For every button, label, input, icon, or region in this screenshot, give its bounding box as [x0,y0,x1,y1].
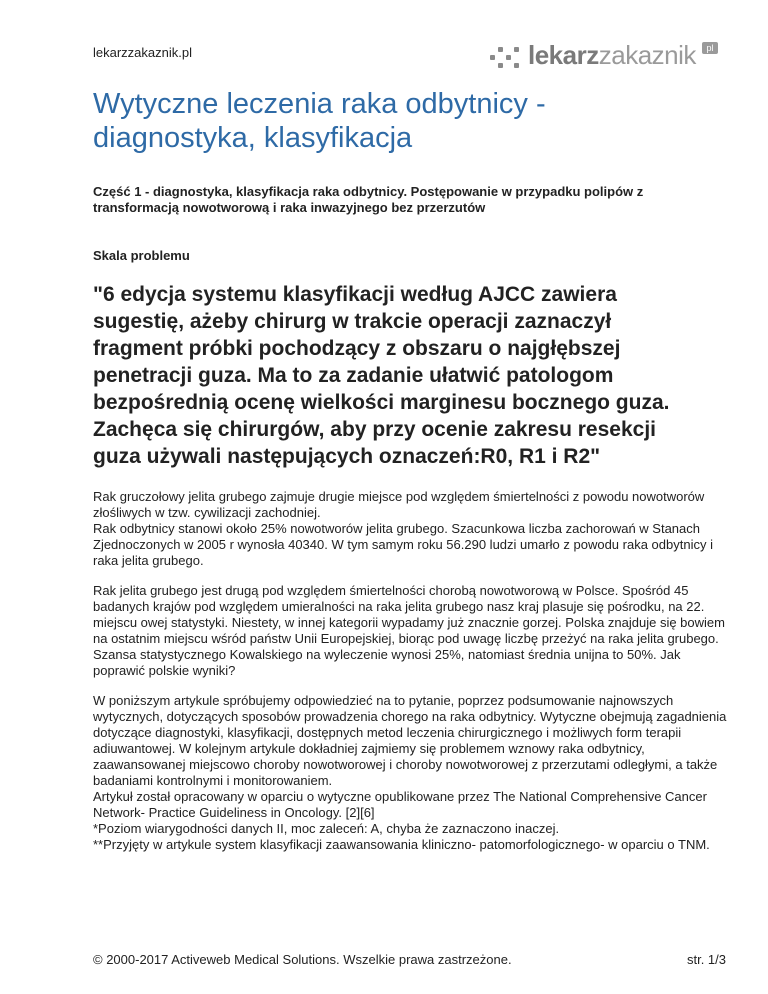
logo-light-text: zakaznik [598,40,696,70]
page-number: str. 1/3 [686,952,726,967]
site-logo[interactable] [490,40,720,76]
paragraph: Rak gruczołowy jelita grubego zajmuje drugie miejsce pod względem śmiertelności z powodu nowotworów złośliwych w tzw. cywilizacji zachodniej. [93,489,705,520]
copyright-text: © 2000-2017 Activeweb Medical Solutions. Wszelkie prawa zastrzeżone. [93,952,512,967]
dots-icon [490,46,524,70]
paragraph: Rak odbytnicy stanowi około 25% nowotworów jelita grubego. Szacunkowa liczba zachorowań w Stanach Zjednoczonych w 2005 r wynosła 40340. W tym samym roku 56.290 ludzi umarło z powodu raka odbytnicy i raka jelita grubego. [93,521,713,568]
article-title: Wytyczne leczenia raka odbytnicy - diagnostyka, klasyfikacja [93,88,546,154]
logo-bold-text: lekarz [528,40,599,70]
pull-quote: "6 edycja systemu klasyfikacji według AJCC zawiera sugestię, ażeby chirurg w trakcie operacji zaznaczył fragment próbki pochodzący z obszaru o najgłębszej penetracji guza. Ma to za zadanie ułatwić patologom bezpośrednią ocenę wielkości marginesu bocznego guza. Zachęca się chirurgów, aby przy ocenie zakresu resekcji guza używali następujących oznaczeń:R0, R1 i R2" [93,283,670,468]
paragraph: Artykuł został opracowany w oparciu o wytyczne opublikowane przez The National Comprehensive Cancer Network- Practice Guideliness in Oncology. [2][6] [93,789,707,820]
paragraph: W poniższym artykule spróbujemy odpowiedzieć na to pytanie, poprzez podsumowanie najnowszych wytycznych, dotyczących sposobów prowadzenia chorego na raka odbytnicy. Wytyczne obejmują zagadnienia dotyczące diagnostyki, klasyfikacji, dostępnych metod leczenia chirurgicznego i możliwych form terapii adiuwantowej. W kolejnym artykule dokładniej zajmiemy się problemem wznowy raka odbytnicy, zaawansowanej miejscowo choroby nowotworowej i choroby nowotworowej z przerzutami odległymi, a także badaniami kontrolnymi i monitorowaniem. [93,693,727,788]
site-url: lekarzzakaznik.pl [93,45,192,60]
footnote: *Poziom wiarygodności danych II, moc zaleceń: A, chyba że zaznaczono inaczej. [93,821,560,836]
paragraph: Rak jelita grubego jest drugą pod względem śmiertelności chorobą nowotworową w Polsce. Spośród 45 badanych krajów pod względem umieralności na raka jelita grubego nasz kraj plasuje się pośrodku, na 22. miejscu owej statystyki. Niestety, w innej kategorii wypadamy już znacznie gorzej. Polska znajduje się bowiem na ostatnim miejscu wśród państw Unii Europejskiej, biorąc pod uwagę liczbę przeżyć na raka jelita grubego. Szansa statystycznego Kowalskiego na wyleczenie wynosi 25%, natomiast średnia unijna to 50%. Jak poprawić polskie wyniki? [93,583,725,678]
article-intro: Część 1 - diagnostyka, klasyfikacja raka odbytnicy. Postępowanie w przypadku polipów z transformacją nowotworową i raka inwazyjnego bez przerzutów [93,184,644,215]
footnote: **Przyjęty w artykule system klasyfikacji zaawansowania kliniczno- patomorfologicznego- w oparciu o TNM. [93,837,710,852]
logo-text [528,40,696,71]
article-body [93,489,728,853]
section-title: Skala problemu [93,248,190,263]
logo-badge: pl [702,42,718,54]
